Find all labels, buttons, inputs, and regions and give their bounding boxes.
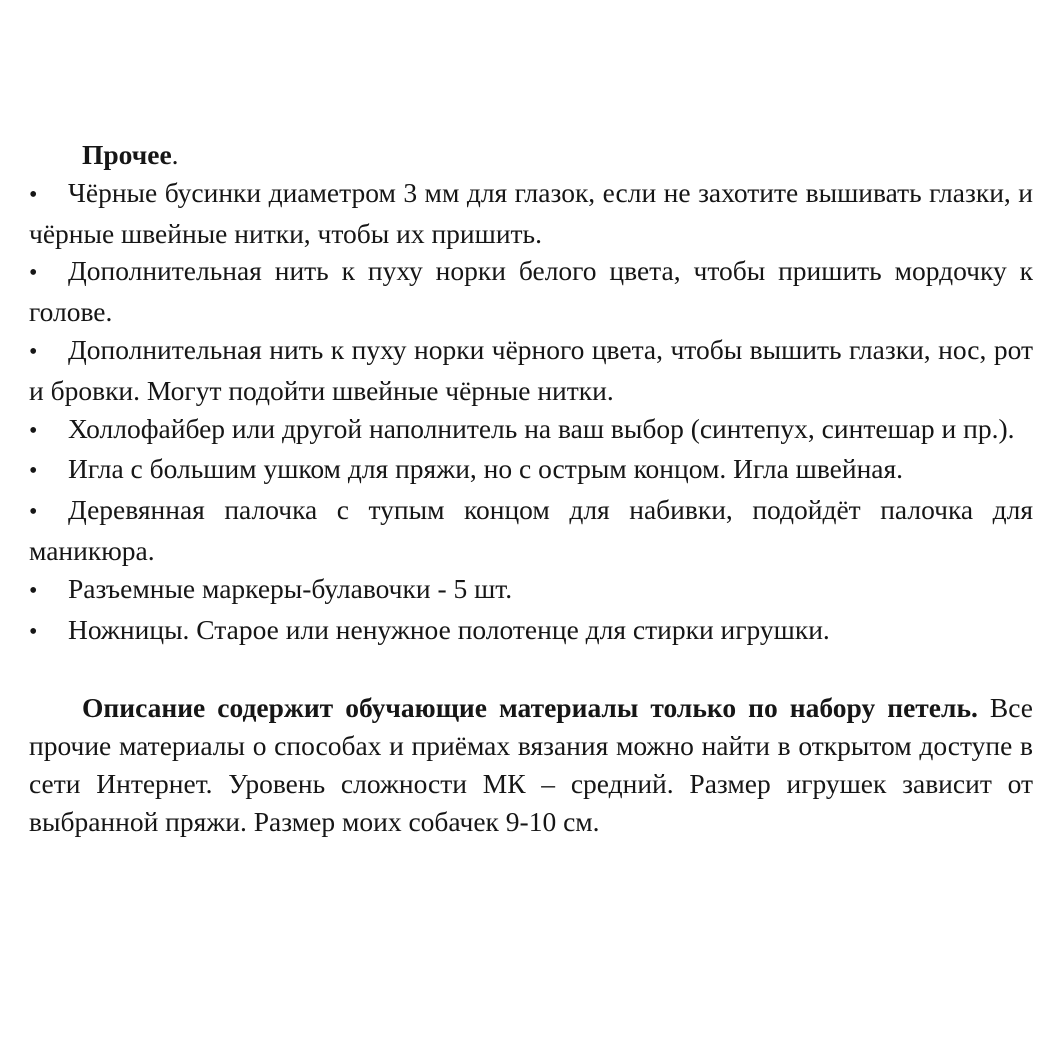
bullet-icon: • xyxy=(29,577,38,604)
description-bold: Описание содержит обучающие материалы только по набору петель. xyxy=(82,692,978,724)
list-item-text: Ножницы. Старое или ненужное полотенце для стирки игрушки. xyxy=(68,613,830,645)
bullet-icon: • xyxy=(29,499,38,526)
bullet-icon: • xyxy=(29,618,38,645)
list-item-text: Дополнительная нить к пуху норки белого цвета, чтобы пришить мордочку к голове. xyxy=(29,255,1033,328)
description-paragraph xyxy=(29,689,1033,840)
section-heading-title: Прочее xyxy=(82,139,172,170)
list-item xyxy=(29,410,1033,451)
section-heading-dot: . xyxy=(171,139,179,170)
list-item-text: Чёрные бусинки диаметром 3 мм для глазок, если не захотите вышивать глазки, и чёрные швейные нитки, чтобы их пришить. xyxy=(29,176,1033,249)
list-item xyxy=(29,570,1033,611)
list-item-text: Разъемные маркеры-булавочки - 5 шт. xyxy=(68,572,513,604)
list-item-text: Дополнительная нить к пуху норки чёрного цвета, чтобы вышить глазки, нос, рот и бровки. Могут подойти швейные чёрные нитки. xyxy=(29,333,1033,406)
bullet-icon: • xyxy=(29,338,38,365)
bullet-icon: • xyxy=(29,260,38,287)
bullet-icon: • xyxy=(29,417,38,444)
list-item xyxy=(29,331,1033,410)
list-item xyxy=(29,174,1033,253)
materials-list xyxy=(29,174,1033,652)
list-item xyxy=(29,252,1033,331)
section-heading xyxy=(29,136,1033,174)
document-page xyxy=(29,136,1033,868)
list-item-text: Игла с большим ушком для пряжи, но с острым концом. Игла швейная. xyxy=(68,453,904,485)
list-item-text: Холлофайбер или другой наполнитель на ваш выбор (синтепух, синтешар и пр.). xyxy=(68,412,1015,444)
list-item-text: Деревянная палочка с тупым концом для набивки, подойдёт палочка для маникюра. xyxy=(29,494,1033,566)
list-item xyxy=(29,450,1033,491)
description-text: Все прочие материалы о способах и приёмах вязания можно найти в открытом доступе в сети Интернет. Уровень сложности МК – средний. Размер игрушек зависит от выбранной пряжи. Размер моих собачек 9-10 см. xyxy=(29,692,1034,837)
list-item xyxy=(29,611,1033,652)
bullet-icon: • xyxy=(29,181,38,208)
list-item xyxy=(29,491,1033,570)
bullet-icon: • xyxy=(29,458,38,485)
